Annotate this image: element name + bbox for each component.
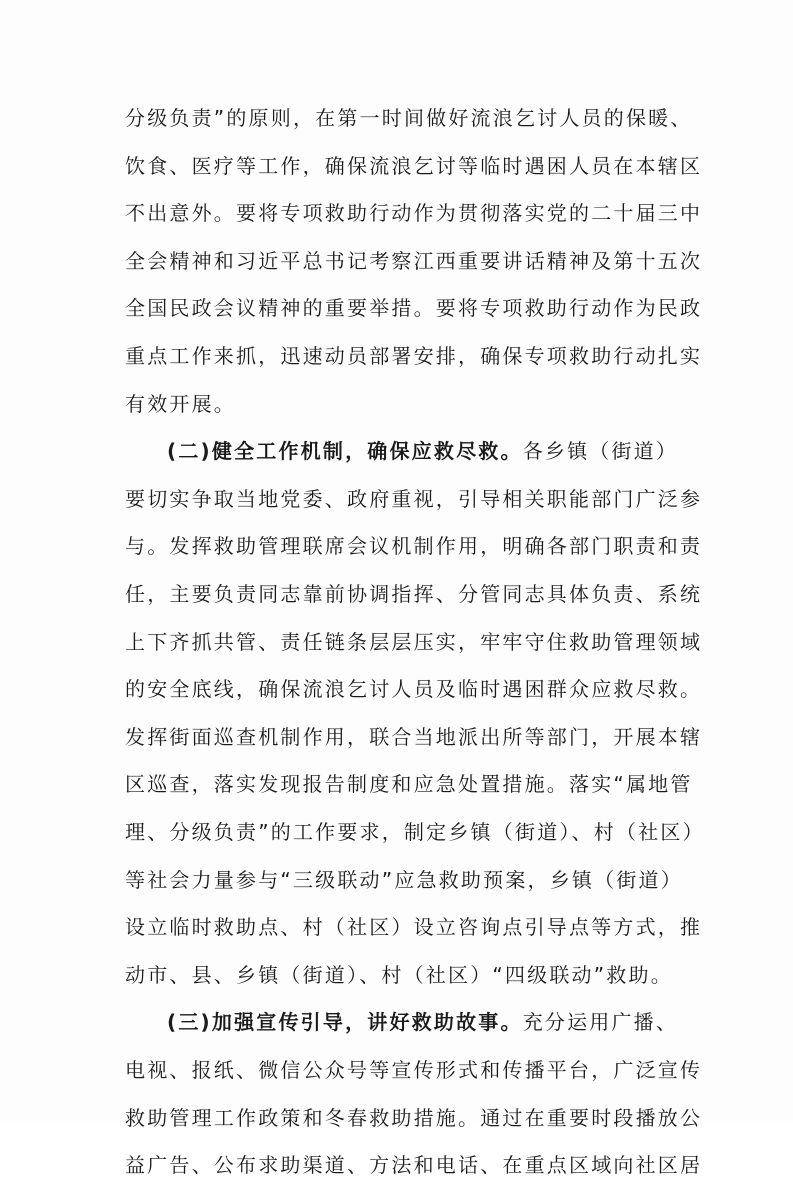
paragraph-2-line-1: 要切实争取当地党委、政府重视，引导相关职能部门广泛参 [125,487,703,511]
paragraph-3-line-3-overflow: 益广告、公布求助渠道、方法和电话、在重点区域向社区居 [125,1153,703,1177]
paragraph-1-line-3: 不出意外。要将专项救助行动作为贯彻落实党的二十届三中 [125,201,703,225]
paragraph-3-line-1-overflow: 电视、报纸、微信公众号等宣传形式和传播平台，广泛宣传 [125,1058,703,1082]
paragraph-2-line-3: 任，主要负责同志靠前协调指挥、分管同志具体负责、系统 [125,582,703,606]
paragraph-1-line-5: 全国民政会议精神的重要举措。要将专项救助行动作为民政 [125,296,703,320]
paragraph-2-line-5: 的安全底线，确保流浪乞讨人员及临时遇困群众应救尽救。 [125,677,703,701]
paragraph-3-first-line [167,1005,685,1039]
paragraph-2-first-line-rest: 各乡镇（街道） [522,439,679,463]
section-heading-2: (二)健全工作机制，确保应救尽救。 [167,439,523,463]
paragraph-3-first-line-rest: 充分运用广播、 [522,1010,679,1034]
paragraph-1-line-7: 有效开展。 [125,392,236,416]
section-heading-3: (三)加强宣传引导，讲好救助故事。 [167,1010,523,1034]
paragraph-3-line-2-overflow: 救助管理工作政策和冬春救助措施。通过在重要时段播放公 [125,1106,703,1130]
paragraph-2-line-2: 与。发挥救助管理联席会议机制作用，明确各部门职责和责 [125,534,703,558]
paragraph-2-line-11: 动市、县、乡镇（街道）、村（社区）“四级联动”救助。 [125,963,673,987]
paragraph-2-line-8: 理、分级负责”的工作要求，制定乡镇（街道）、村（社区） [125,820,705,844]
paragraph-2-line-9: 等社会力量参与“三级联动”应急救助预案，乡镇（街道） [125,868,683,892]
paragraph-2-first-line [167,434,685,468]
paragraph-1-line-6: 重点工作来抓，迅速动员部署安排，确保专项救助行动扎实 [125,344,703,368]
paragraph-2-line-6: 发挥街面巡查机制作用，联合当地派出所等部门，开展本辖 [125,725,703,749]
paragraph-1-line-2: 饮食、医疗等工作，确保流浪乞讨等临时遇困人员在本辖区 [125,154,703,178]
paragraph-2-line-4: 上下齐抓共管、责任链条层层压实，牢牢守住救助管理领域 [125,630,703,654]
paragraph-1-line-1: 分级负责”的原则，在第一时间做好流浪乞讨人员的保暖、 [125,106,693,130]
paragraph-2-line-7: 区巡查，落实发现报告制度和应急处置措施。落实“属地管 [125,772,693,796]
paragraph-2-line-10: 设立临时救助点、村（社区）设立咨询点引导点等方式，推 [125,915,703,939]
paragraph-1-line-4: 全会精神和习近平总书记考察江西重要讲话精神及第十五次 [125,249,703,273]
